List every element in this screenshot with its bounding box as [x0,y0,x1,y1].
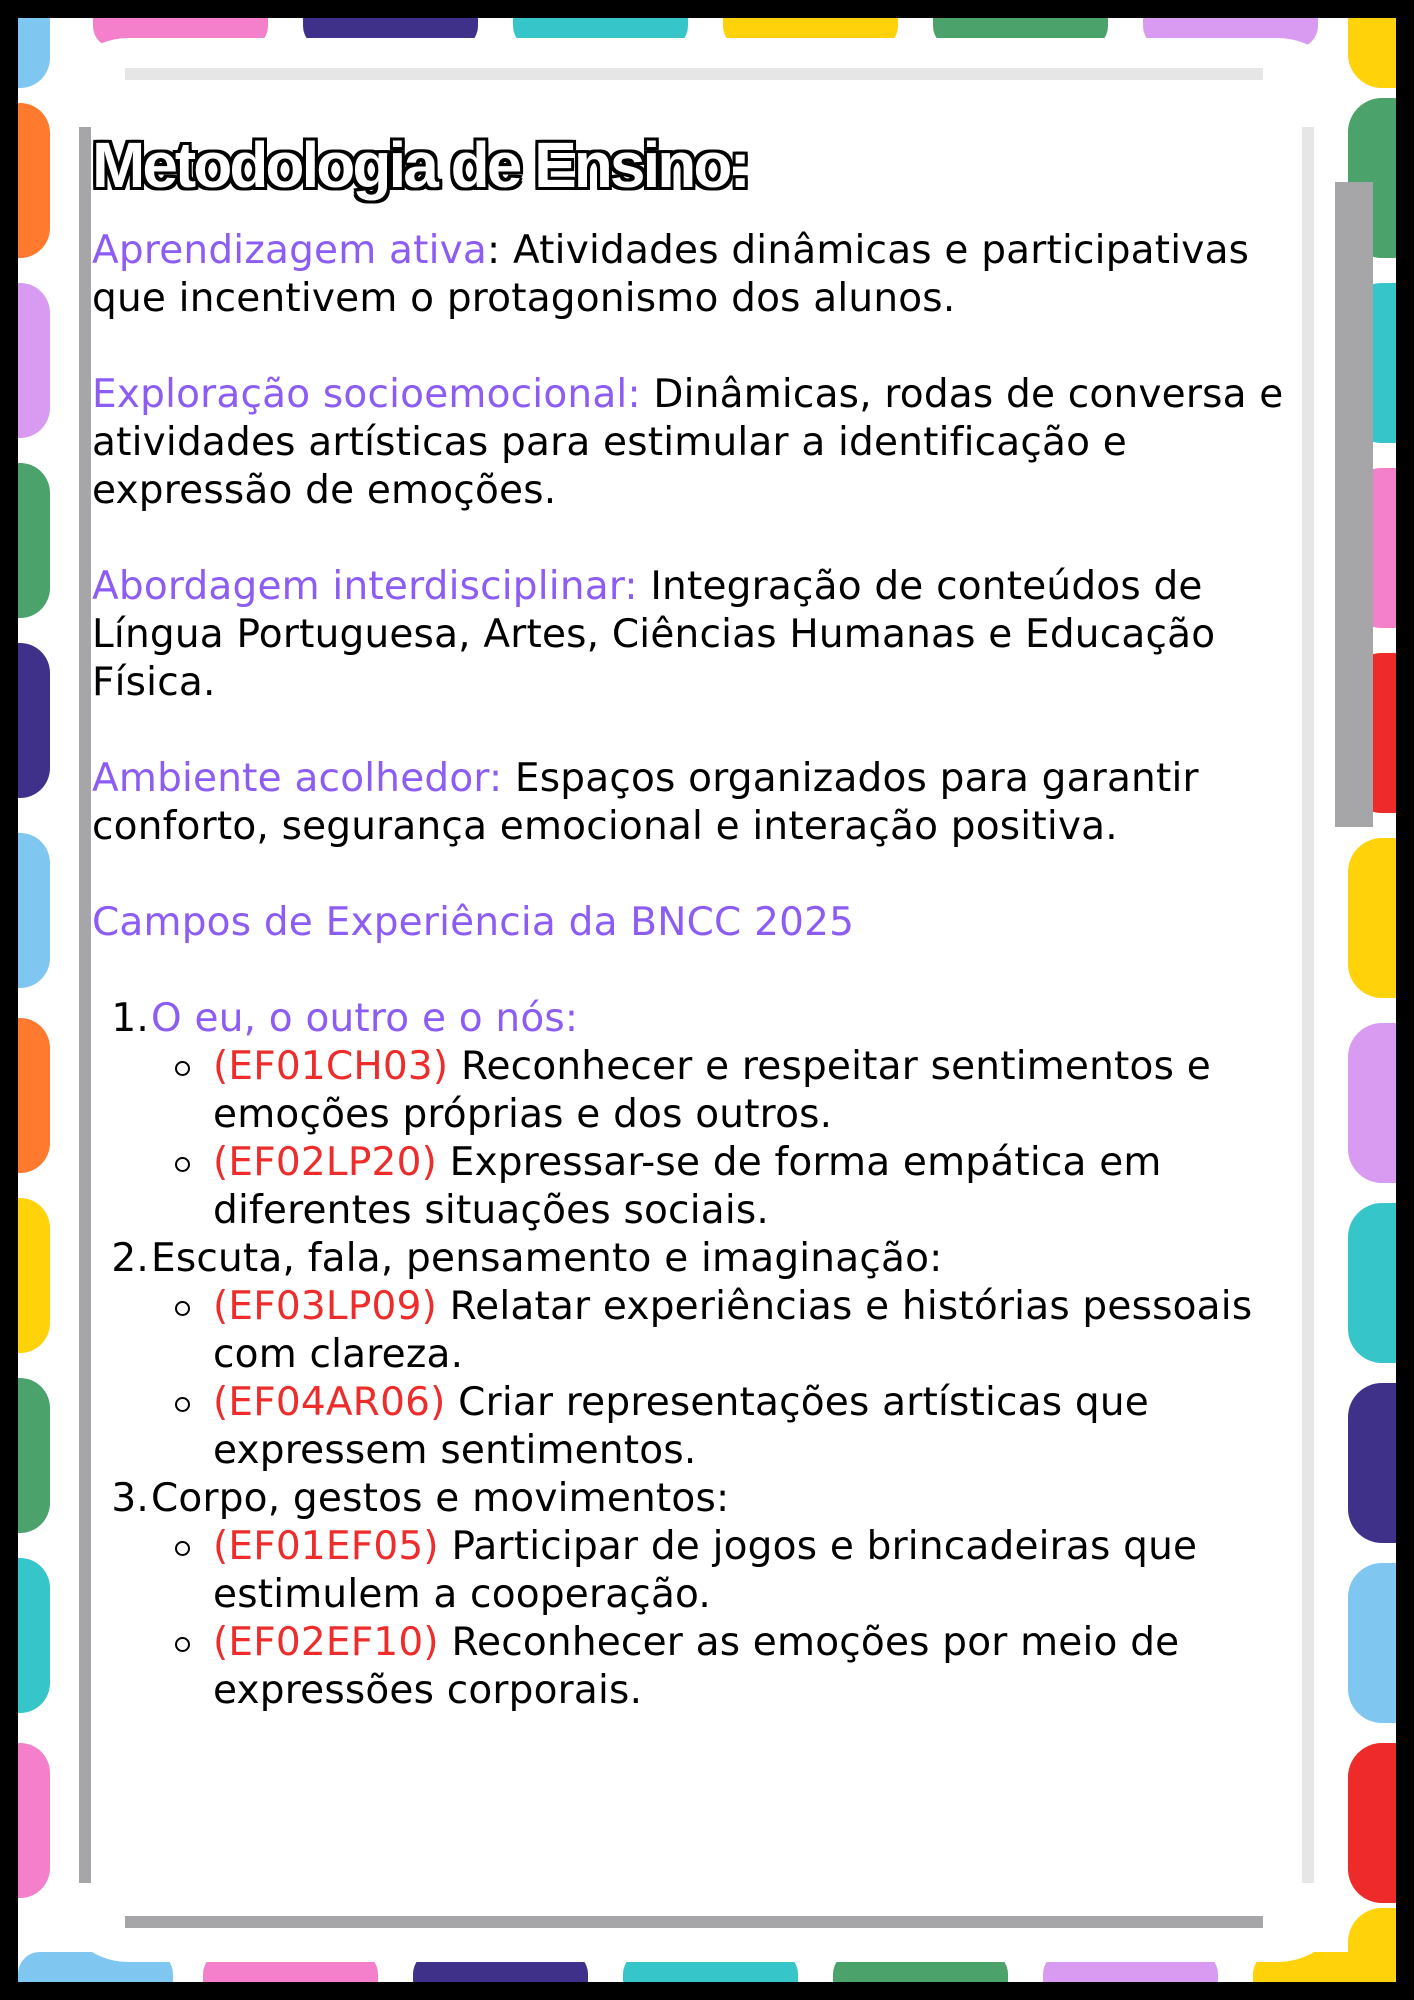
frame-scallop [18,463,50,618]
frame-scallop [1348,1023,1396,1183]
frame-scallop [18,1198,50,1353]
frame-scallop [18,283,50,438]
skill-item [213,1139,1302,1235]
skill-code: (EF02LP20) [213,1140,438,1185]
skill-text: Reconhecer e respeitar sentimentos e emoções próprias e dos outros. [213,1044,1211,1137]
skill-text: Criar representações artísticas que expressem sentimentos. [213,1380,1149,1473]
frame-scallop [18,1018,50,1173]
frame-scallop [18,833,50,988]
method-label: Aprendizagem ativa [92,228,488,273]
method-separator [638,564,651,609]
frame-scallop [1348,838,1396,998]
skill-item [213,1379,1302,1475]
right-rule [1302,127,1314,1883]
scrollbar-thumb[interactable] [1335,182,1373,827]
page-title: Metodologia de Ensino: [92,129,748,201]
document-body [92,125,1302,1715]
skill-item [213,1619,1302,1715]
skills-list [151,1523,1302,1715]
method-text: Dinâmicas, rodas de conversa e atividades artísticas para estimular a identificação e expressão de emoções. [92,372,1284,513]
skill-code: (EF01CH03) [213,1044,449,1089]
frame-scallop [1348,1908,1396,1982]
method-paragraph [92,755,1302,851]
skill-code: (EF01EF05) [213,1524,439,1569]
field-item [151,995,1302,1235]
skill-text: Reconhecer as emoções por meio de expressões corporais. [213,1620,1180,1713]
skill-text: Participar de jogos e brincadeiras que estimulem a cooperação. [213,1524,1198,1617]
field-name: O eu, o outro e o nós: [151,996,579,1041]
method-text: Integração de conteúdos de Língua Portuguesa, Artes, Ciências Humanas e Educação Física. [92,564,1216,705]
field-item [151,1475,1302,1715]
left-rule [79,127,91,1883]
skills-list [151,1283,1302,1475]
method-label: Ambiente acolhedor: [92,756,503,801]
top-divider [125,68,1263,80]
skill-item [213,1523,1302,1619]
method-separator [641,372,654,417]
frame-scallop [1348,1203,1396,1363]
skill-text: Relatar experiências e histórias pessoais com clareza. [213,1284,1253,1377]
frame-scallop [1348,18,1396,88]
skill-code: (EF02EF10) [213,1620,439,1665]
method-text: Espaços organizados para garantir conforto, segurança emocional e interação positiva. [92,756,1199,849]
skill-item [213,1283,1302,1379]
skill-code: (EF04AR06) [213,1380,446,1425]
method-paragraph [92,227,1302,323]
field-item [151,1235,1302,1475]
method-paragraph [92,371,1302,515]
field-name: Escuta, fala, pensamento e imaginação: [151,1236,943,1281]
frame-scallop [1348,1383,1396,1543]
frame-scallop [18,1743,50,1898]
method-label: Exploração socioemocional: [92,372,641,417]
frame-scallop [18,643,50,798]
field-name: Corpo, gestos e movimentos: [151,1476,730,1521]
method-text: Atividades dinâmicas e participativas que incentivem o protagonismo dos alunos. [92,228,1250,321]
method-label: Abordagem interdisciplinar: [92,564,638,609]
skills-list [151,1043,1302,1235]
skill-code: (EF03LP09) [213,1284,438,1329]
method-paragraph [92,563,1302,707]
experience-fields-list [92,995,1302,1715]
skill-item [213,1043,1302,1139]
frame-scallop [1348,1743,1396,1903]
frame-scallop [18,18,50,88]
method-separator [502,756,515,801]
frame-scallop [18,103,50,258]
bncc-section-title: Campos de Experiência da BNCC 2025 [92,900,855,945]
skill-text: Expressar-se de forma empática em diferentes situações sociais. [213,1140,1162,1233]
method-separator: : [487,228,513,273]
bottom-divider [125,1916,1263,1928]
frame-scallop [1348,1563,1396,1723]
frame-scallop [18,1378,50,1533]
frame-scallop [18,1558,50,1713]
